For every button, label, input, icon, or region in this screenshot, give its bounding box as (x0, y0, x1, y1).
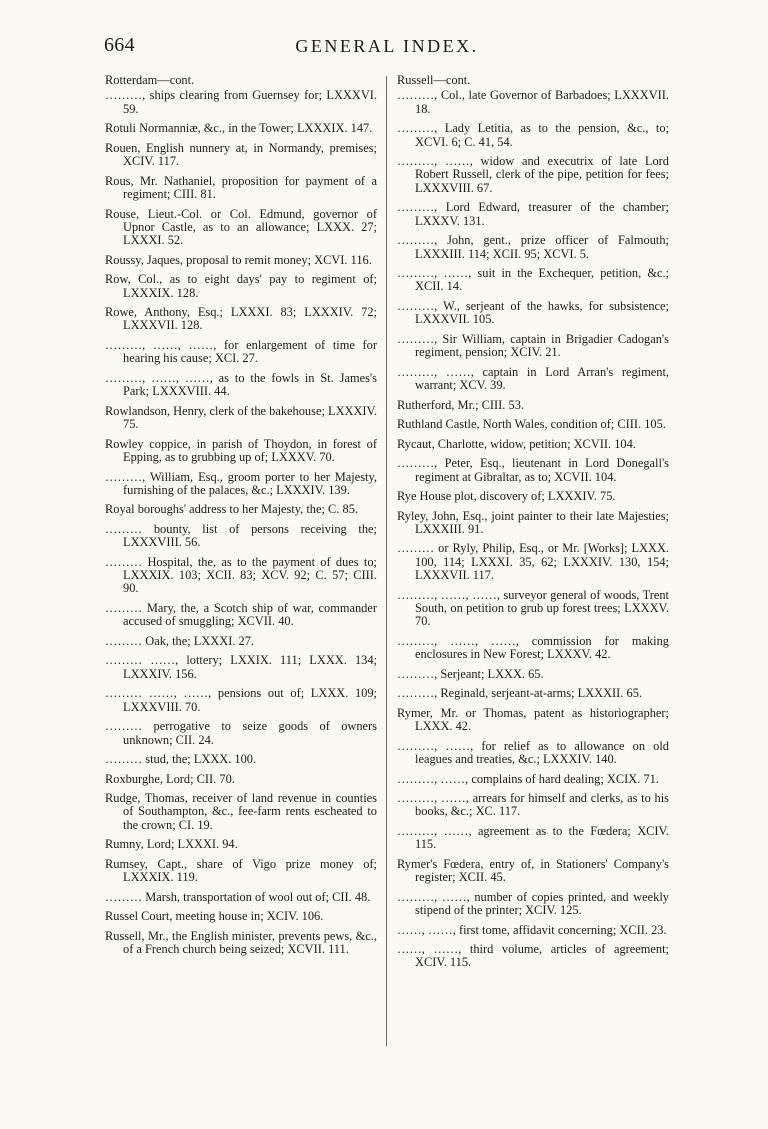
index-entry: ……, ……, third volume, articles of agreement; XCIV. 115. (397, 942, 669, 970)
running-title: GENERAL INDEX. (295, 36, 479, 56)
index-entry: ………, ships clearing from Guernsey for; LXXXVI. 59. (105, 88, 377, 116)
index-entry: Roxburghe, Lord; CII. 70. (105, 771, 235, 786)
left-column (105, 74, 377, 963)
index-entry: Royal boroughs' address to her Majesty, the; C. 85. (105, 502, 358, 517)
index-entry: ……… bounty, list of persons receiving the; LXXXVIII. 56. (105, 521, 377, 550)
index-entry: Rudge, Thomas, receiver of land revenue in counties of Southampton, &c., fee-farm rents escheated to the crown; CI. 19. (105, 791, 377, 832)
index-entry: ………, ……, ……, commission for making enclosures in New Forest; LXXXV. 42. (397, 633, 669, 662)
index-entry: ………, ……, captain in Lord Arran's regiment, warrant; XCV. 39. (397, 364, 669, 393)
index-entry: Rumny, Lord; LXXXI. 94. (105, 837, 238, 852)
index-entry: ………, ……, number of copies printed, and weekly stipend of the printer; XCIV. 125. (397, 889, 669, 918)
index-entry: ………, Lady Letitia, as to the pension, &c., to; XCVI. 6; C. 41, 54. (397, 121, 669, 149)
index-entry: Rotuli Normanniæ, &c., in the Tower; LXXXIX. 147. (105, 121, 373, 136)
index-entry: Russell, Mr., the English minister, prevents pews, &c., of a French church being seized; XCVII. 111. (105, 928, 377, 957)
index-entry: ………, ……, agreement as to the Fœdera; XCIV. 115. (397, 823, 669, 852)
index-entry: Rouse, Lieut.-Col. or Col. Edmund, governor of Upnor Castle, as to an allowance; LXXX. 27; LXXXI. 52. (105, 206, 377, 248)
index-entry: ……… stud, the; LXXX. 100. (105, 752, 257, 767)
index-entry: Row, Col., as to eight days' pay to regiment of; LXXXIX. 128. (105, 272, 377, 300)
index-entry: Rowlandson, Henry, clerk of the bakehouse; LXXXIV. 75. (105, 403, 377, 432)
index-entry: Rycaut, Charlotte, widow, petition; XCVII. 104. (397, 436, 636, 451)
index-entry: Rowe, Anthony, Esq.; LXXXI. 83; LXXXIV. 72; LXXXVII. 128. (105, 305, 377, 333)
index-entry: Rouen, English nunnery at, in Normandy, premises; XCIV. 117. (105, 140, 377, 169)
index-entry: ………, Sir William, captain in Brigadier Cadogan's regiment, pension; XCIV. 21. (397, 331, 669, 360)
index-entry: Rymer's Fœdera, entry of, in Stationers' Company's register; XCII. 45. (397, 856, 669, 885)
index-entry: ……… or Ryly, Philip, Esq., or Mr. [Works]; LXXX. 100, 114; LXXXI. 35, 62; LXXXIV. 130, 154; LXXXVII. 117. (397, 541, 669, 583)
index-entry: ………, ……, ……, surveyor general of woods, Trent South, on petition to grub up forest trees; LXXXV. 70. (397, 587, 669, 629)
index-entry: ………, John, gent., prize officer of Falmouth; LXXXIII. 114; XCII. 95; XCVI. 5. (397, 233, 669, 261)
index-entry: ………, Col., late Governor of Barbadoes; LXXXVII. 18. (397, 88, 669, 116)
index-entry: ………, ……, complains of hard dealing; XCIX. 71. (397, 771, 659, 786)
index-entry: Rutherford, Mr.; CIII. 53. (397, 397, 524, 412)
index-entry: ………, ……, ……, as to the fowls in St. James's Park; LXXXVIII. 44. (105, 370, 377, 399)
index-entry: ……… perrogative to seize goods of owners unknown; CII. 24. (105, 719, 377, 747)
index-entry: ………, Serjeant; LXXX. 65. (397, 666, 544, 681)
index-entry: Russel Court, meeting house in; XCIV. 106. (105, 909, 324, 924)
page-header (104, 34, 670, 62)
index-entry: Rous, Mr. Nathaniel, proposition for payment of a regiment; CIII. 81. (105, 173, 377, 201)
continuation-heading: Rotterdam—cont. (105, 73, 195, 87)
index-entry: ………, Reginald, serjeant-at-arms; LXXXII. 65. (397, 686, 642, 701)
index-entry: ………, W., serjeant of the hawks, for subsistence; LXXXVII. 105. (397, 298, 669, 327)
index-entry: Rumsey, Capt., share of Vigo prize money of; LXXXIX. 119. (105, 856, 377, 885)
index-entry: Ryley, John, Esq., joint painter to their late Majesties; LXXXIII. 91. (397, 508, 669, 536)
index-entry: ………, ……, widow and executrix of late Lord Robert Russell, clerk of the pipe, petition for fees; LXXXVIII. 67. (397, 154, 669, 195)
index-entry: ……… ……, lottery; LXXIX. 111; LXXX. 134; LXXXIV. 156. (105, 653, 377, 681)
index-entry: Rowley coppice, in parish of Thoydon, in forest of Epping, as to grubbing up of; LXXXV. 70. (105, 436, 377, 464)
index-entry: ……… Oak, the; LXXXI. 27. (105, 633, 255, 648)
index-entry: ……, ……, first tome, affidavit concerning; XCII. 23. (397, 922, 667, 937)
index-entry: ………, ……, suit in the Exchequer, petition, &c.; XCII. 14. (397, 266, 669, 294)
continuation-heading: Russell—cont. (397, 73, 471, 87)
index-entry: Rye House plot, discovery of; LXXXIV. 75. (397, 489, 616, 504)
right-column (397, 74, 669, 976)
index-entry: ………, Lord Edward, treasurer of the chamber; LXXXV. 131. (397, 200, 669, 228)
index-entry: ……… Hospital, the, as to the payment of dues to; LXXXIX. 103; XCII. 83; XCV. 92; C. 57; CIII. 90. (105, 554, 377, 596)
column-divider (386, 76, 387, 1046)
page-number: 664 (104, 34, 135, 56)
index-entry: ………, William, Esq., groom porter to her Majesty, furnishing of the palaces, &c.; LXXXIV. 139. (105, 469, 377, 497)
index-entry: Ruthland Castle, North Wales, condition of; CIII. 105. (397, 417, 666, 432)
index-entry: Roussy, Jaques, proposal to remit money; XCVI. 116. (105, 252, 372, 267)
index-entry: ……… ……, ……, pensions out of; LXXX. 109; LXXXVIII. 70. (105, 686, 377, 714)
index-entry: ……… Mary, the, a Scotch ship of war, commander accused of smuggling; XCVII. 40. (105, 601, 377, 629)
index-entry: ………, ……, ……, for enlargement of time for hearing his cause; XCI. 27. (105, 338, 377, 366)
index-entry: ………, ……, arrears for himself and clerks, as to his books, &c.; XC. 117. (397, 791, 669, 819)
index-entry: Rymer, Mr. or Thomas, patent as historiographer; LXXX. 42. (397, 705, 669, 734)
index-entry: ………, ……, for relief as to allowance on old leagues and treaties, &c.; LXXXIV. 140. (397, 738, 669, 767)
index-entry: ………, Peter, Esq., lieutenant in Lord Donegall's regiment at Gibraltar, as to; XCVII. 104. (397, 456, 669, 484)
index-entry: ……… Marsh, transportation of wool out of; CII. 48. (105, 889, 371, 904)
